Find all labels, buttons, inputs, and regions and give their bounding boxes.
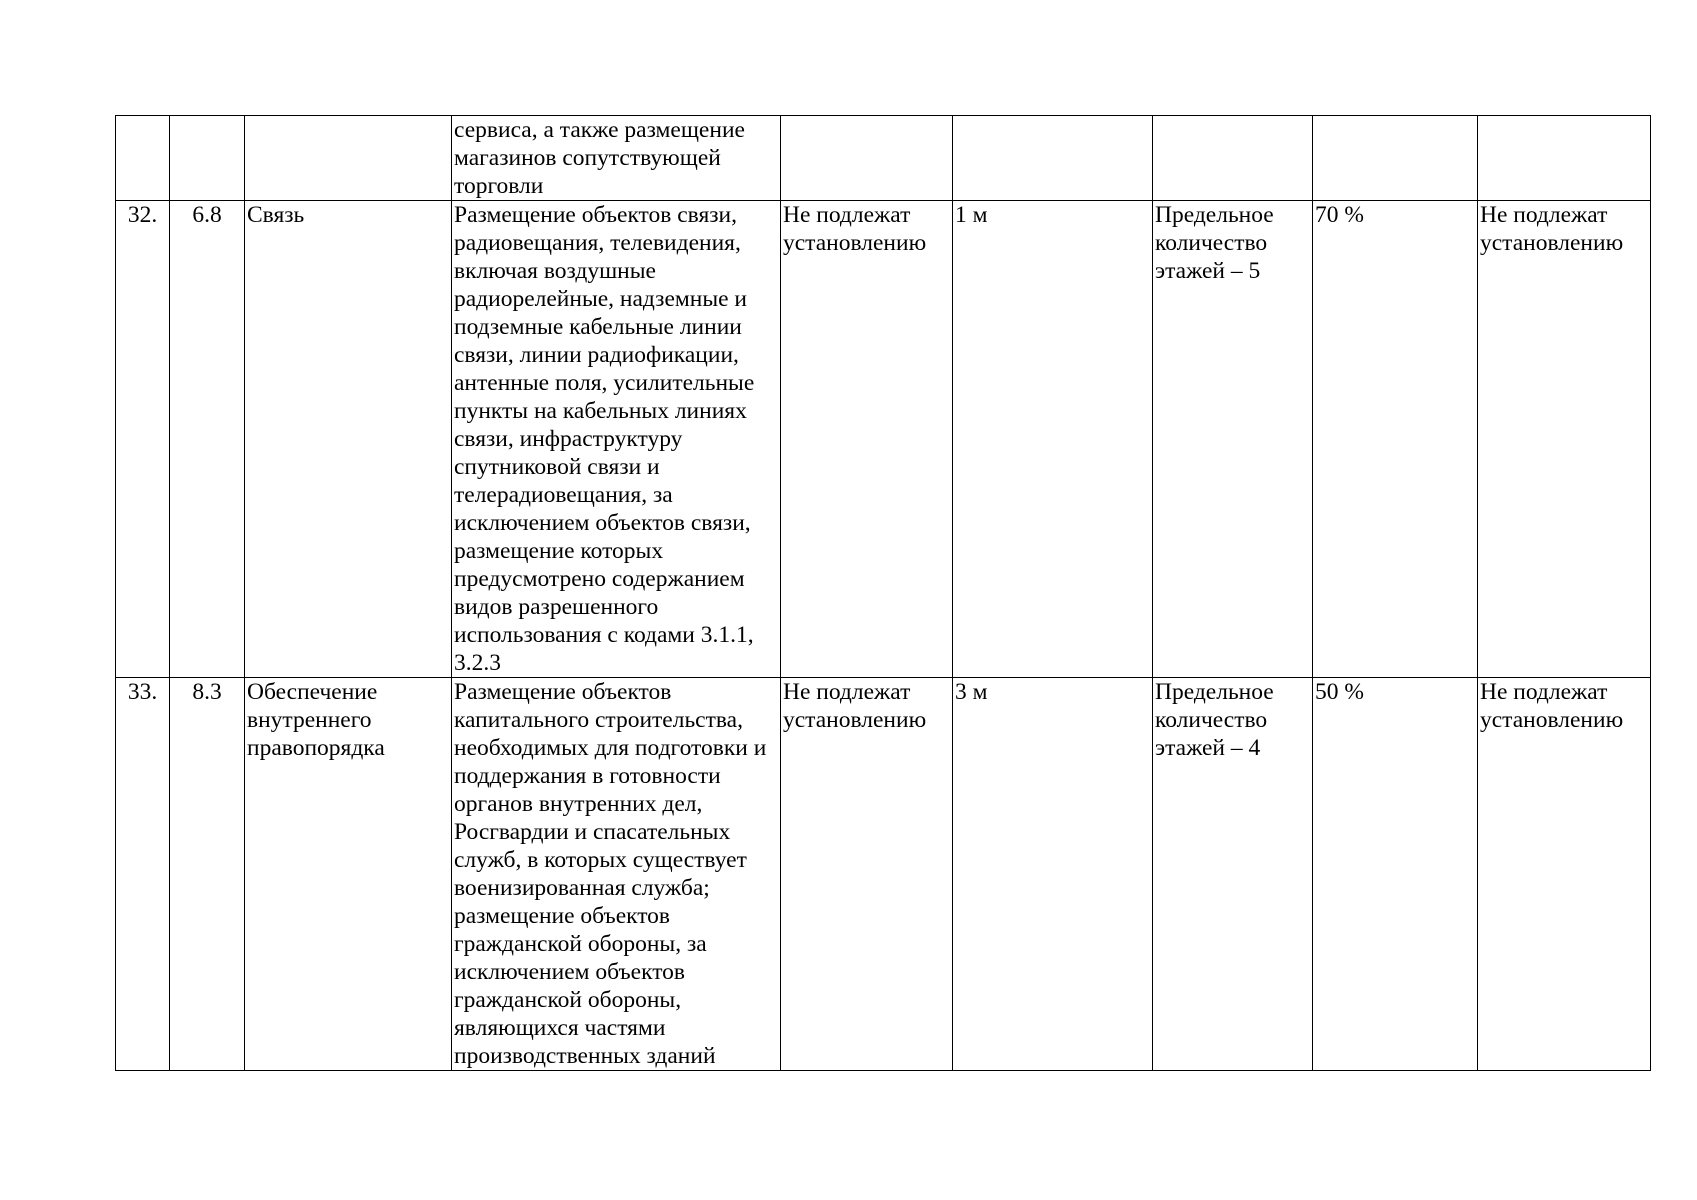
land-size-cell: Не подлежат установлению (781, 201, 953, 678)
use-name-cell: Связь (245, 201, 452, 678)
table-row (116, 678, 1651, 1071)
use-name-cell (245, 116, 452, 201)
floors-cell: Предельное количество этажей – 4 (1153, 678, 1313, 1071)
use-code-cell: 6.8 (170, 201, 245, 678)
use-description-cell: Размещение объектов капитального строительства, необходимых для подготовки и поддержания в готовности органов внутренних дел, Росгвардии и спасательных служб, в которых существует военизированная служба; размещение объектов гражданской обороны, за исключением объектов гражданской обороны, являющихся частями производственных зданий (452, 678, 781, 1071)
use-description-cell: Размещение объектов связи, радиовещания, телевидения, включая воздушные радиорелейные, надземные и подземные кабельные линии связи, линии радиофикации, антенные поля, усилительные пункты на кабельных линиях связи, инфраструктуру спутниковой связи и телерадиовещания, за исключением объектов связи, размещение которых предусмотрено содержанием видов разрешенного использования с кодами 3.1.1, 3.2.3 (452, 201, 781, 678)
setback-cell: 3 м (953, 678, 1153, 1071)
coverage-cell: 70 % (1313, 201, 1478, 678)
floors-cell: Предельное количество этажей – 5 (1153, 201, 1313, 678)
table-row (116, 201, 1651, 678)
land-size-cell: Не подлежат установлению (781, 678, 953, 1071)
use-name-cell: Обеспечение внутреннего правопорядка (245, 678, 452, 1071)
row-number-cell: 32. (116, 201, 170, 678)
other-params-cell: Не подлежат установлению (1478, 678, 1651, 1071)
floors-cell (1153, 116, 1313, 201)
setback-cell (953, 116, 1153, 201)
setback-cell: 1 м (953, 201, 1153, 678)
coverage-cell (1313, 116, 1478, 201)
use-description-cell: сервиса, а также размещение магазинов сопутствующей торговли (452, 116, 781, 201)
use-code-cell: 8.3 (170, 678, 245, 1071)
other-params-cell: Не подлежат установлению (1478, 201, 1651, 678)
land-size-cell (781, 116, 953, 201)
row-number-cell (116, 116, 170, 201)
table-row (116, 116, 1651, 201)
land-use-table (115, 115, 1651, 1071)
coverage-cell: 50 % (1313, 678, 1478, 1071)
other-params-cell (1478, 116, 1651, 201)
use-code-cell (170, 116, 245, 201)
row-number-cell: 33. (116, 678, 170, 1071)
